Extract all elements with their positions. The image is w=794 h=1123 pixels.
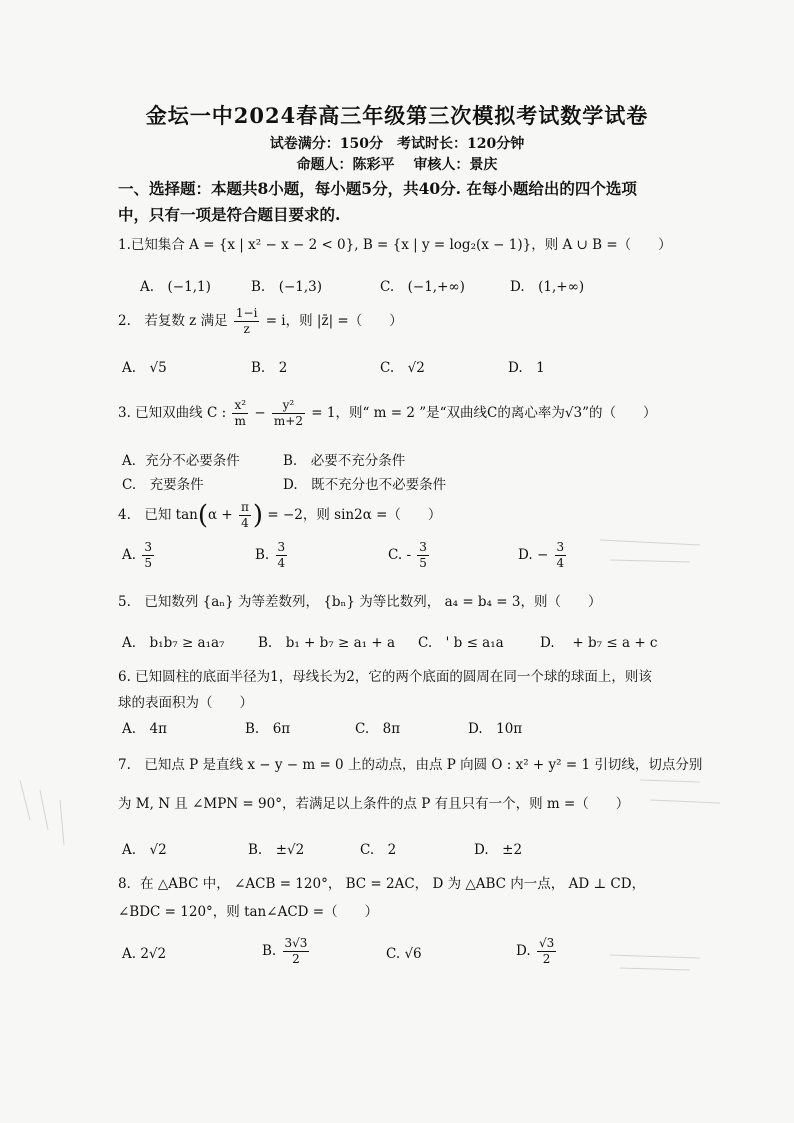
q3-frac1-num: x² [234,398,247,412]
section-line-2: 中，只有一项是符合题目要求的. [118,205,341,224]
q8-option-c-text: √6 [404,946,422,962]
q3-fraction-2 [272,398,305,429]
q4-option-d-sign: − [536,547,549,563]
question-2-stem [118,306,678,337]
q4-d-den: 4 [556,556,565,570]
section-line-1: 一、选择题：本题共8小题，每小题5分，共40分. 在每小题给出的四个选项 [118,179,637,198]
q3-fraction-1 [232,398,248,429]
q8-option-d-label: D. [516,943,531,959]
question-3-stem [118,398,678,429]
q1-option-d: D. (1,+∞) [510,279,585,295]
q7-option-c: C. 2 [360,842,397,858]
q8-option-d-frac [537,936,556,967]
q1-option-a: A. (−1,1) [140,279,211,295]
q4-b-num: 3 [277,540,286,554]
question-5-stem: 5. 已知数列 {aₙ} 为等差数列， {bₙ} 为等比数列， a₄ = b₄ = 3，则（ ） [118,594,602,610]
q8-option-a [122,946,166,962]
q2-stem-post: = i，则 |z̄| =（ ） [265,313,403,329]
q4-option-b [255,540,289,571]
question-7-stem-line-1: 7. 已知点 P 是直线 x − y − m = 0 上的动点，由点 P 向圆 O : x² + y² = 1 引切线，切点分别 [118,757,703,773]
question-6-stem-line-1: 6. 已知圆柱的底面半径为1，母线长为2，它的两个底面的圆周在同一个球的球面上，则该 [118,669,652,685]
q8-d-num: √3 [538,936,555,950]
q8-option-b [262,936,311,967]
q3-stem-post: = 1，则“ m = 2 ”是“双曲线C的离心率为√3”的（ ） [311,405,657,421]
q8-option-d [516,936,558,967]
q7-option-b: B. ±√2 [248,842,305,858]
q2-frac-den: z [243,322,250,336]
q7-option-a: A. √2 [122,842,167,858]
q3-minus: − [254,405,266,421]
q4-option-a [122,540,156,571]
q4-stem-post: = −2，则 sin2α =（ ） [267,507,442,523]
q4-option-c-frac [417,540,429,571]
q4-d-num: 3 [556,540,565,554]
q5-option-d: D. + b₇ ≤ a + c [540,635,658,651]
q2-option-c: C. √2 [380,360,425,376]
q7-option-d: D. ±2 [474,842,523,858]
q3-option-a: A．充分不必要条件 [122,453,240,469]
exam-meta-score-time: 试卷满分：150分 考试时长：120分钟 [269,136,525,152]
exam-title: 金坛一中2024春高三年级第三次模拟考试数学试卷 [145,103,649,128]
q4-paren-left: ( [197,500,208,531]
q3-frac2-num: y² [272,398,305,414]
q4-a-num: 3 [144,540,152,554]
q4-option-d-frac [555,540,567,571]
q3-option-c: C. 充要条件 [122,477,204,493]
q2-option-d: D. 1 [508,360,545,376]
q2-frac-num: 1−i [235,306,258,320]
q3-frac1-den: m [234,414,246,428]
q3-option-b: B. 必要不充分条件 [283,453,406,469]
q4-option-c-sign: - [406,547,411,563]
q8-option-a-label: A. [122,946,137,962]
q4-frac-den: 4 [241,516,249,530]
q4-stem-pre: 4. 已知 tan [118,507,198,523]
q4-a-den: 5 [144,556,152,570]
q1-option-b: B. (−1,3) [251,279,323,295]
q4-c-num: 3 [419,540,427,554]
q6-option-a: A. 4π [122,721,168,737]
q4-option-a-frac [142,540,154,571]
q6-option-b: B. 6π [245,721,291,737]
question-8-stem-line-1: 8．在 △ABC 中， ∠ACB = 120°， BC = 2AC， D 为 △ABC 内一点， AD ⊥ CD， [118,876,646,892]
q5-option-c: C. ' b ≤ a₁a [418,635,504,651]
q4-option-c [388,540,431,571]
q8-option-b-frac [283,936,310,967]
q4-b-den: 4 [277,556,286,570]
section-heading [118,176,688,228]
q6-option-d: D. 10π [468,721,523,737]
q4-option-b-label: B. [255,547,270,563]
question-4-stem [118,500,678,531]
q4-option-d-label: D. [518,547,533,563]
q8-option-a-text: 2√2 [140,946,167,962]
q4-fraction [239,500,251,531]
q8-b-num: 3√3 [284,936,308,950]
q4-option-d [518,540,568,571]
question-8-stem-line-2: ∠BDC = 120°，则 tan∠ACD =（ ） [118,904,379,920]
q2-fraction [234,306,260,337]
q4-frac-num: π [241,500,249,514]
q8-b-den: 2 [292,952,300,966]
q8-option-c [386,946,422,962]
q4-paren-right: ) [252,500,264,531]
q4-option-b-frac [276,540,288,571]
q4-option-a-label: A. [122,547,137,563]
question-7-stem-line-2: 为 M, N 且 ∠MPN = 90°，若满足以上条件的点 P 有且只有一个，则 m =（ ） [118,796,630,812]
q3-option-d: D. 既不充分也不必要条件 [283,477,447,493]
q6-option-c: C. 8π [355,721,401,737]
q5-option-a: A. b₁b₇ ≥ a₁a₇ [122,635,225,651]
q4-c-den: 5 [419,556,427,570]
q3-stem-pre: 3. 已知双曲线 C : [118,405,227,421]
q2-option-b: B. 2 [251,360,288,376]
exam-meta-authors: 命题人：陈彩平 审核人：景庆 [296,157,498,173]
q8-option-b-label: B. [262,943,277,959]
question-1-stem: 1.已知集合 A = {x | x² − x − 2 < 0}, B = {x | y = log₂(x − 1)}，则 A ∪ B =（ ） [118,237,672,253]
q1-option-c: C. (−1,+∞) [380,279,465,295]
q2-option-a: A. √5 [122,360,167,376]
q2-stem-pre: 2. 若复数 z 满足 [118,313,228,329]
question-6-stem-line-2: 球的表面积为（ ） [118,695,253,711]
q5-option-b: B. b₁ + b₇ ≥ a₁ + a [258,635,396,651]
q8-option-c-label: C. [386,946,401,962]
q3-frac2-den: m+2 [273,414,303,428]
q4-option-c-label: C. [388,547,403,563]
q8-d-den: 2 [542,952,551,966]
q4-stem-mid: α + [208,507,233,523]
